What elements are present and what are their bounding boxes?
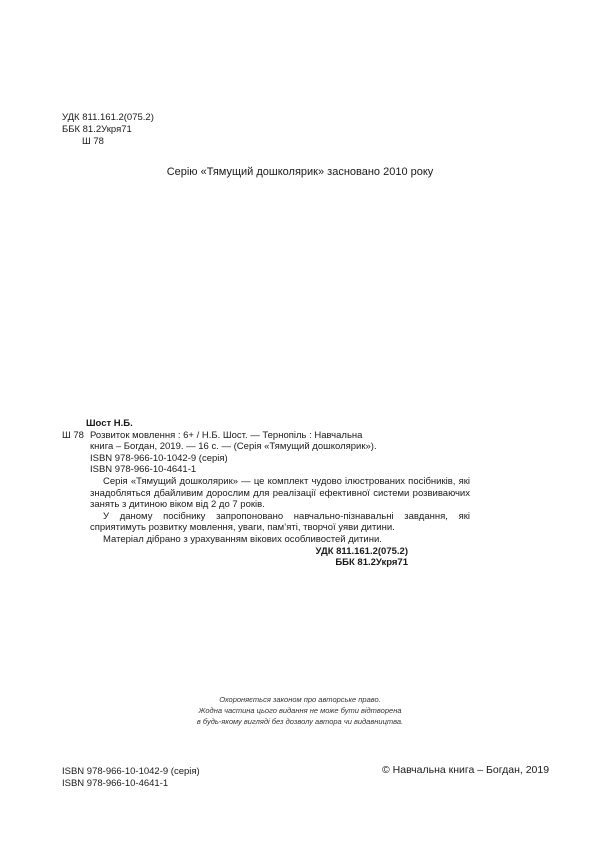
card-author-mark: Ш 78	[62, 429, 84, 441]
copyright-notice	[0, 694, 600, 727]
rights-line-2: Жодна частина цього видання не може бути відтворена	[198, 706, 402, 715]
card-author: Шост Н.Б.	[86, 418, 133, 429]
card-title-line: Розвиток мовлення : 6+ / Н.Б. Шост. — Тернопіль : Навчальна	[90, 429, 363, 441]
card-udk: УДК 811.161.2(075.2)	[315, 545, 408, 557]
author-mark: Ш 78	[82, 136, 104, 147]
bottom-isbn-book: ISBN 978-966-10-4641-1	[62, 778, 169, 789]
card-isbn-book: ISBN 978-966-10-4641-1	[90, 464, 197, 476]
publisher-copyright: © Навчальна книга – Богдан, 2019	[382, 764, 550, 776]
classification-codes	[62, 112, 154, 148]
bbk-code: ББК 81.2Укря71	[62, 124, 132, 135]
catalog-card	[62, 418, 470, 569]
card-annotation-3: Матеріал дібрано з урахуванням вікових особливостей дитини.	[103, 533, 382, 545]
card-imprint-line: книга – Богдан, 2019. — 16 с. — (Серія «Тямущий дошколярик»).	[90, 441, 377, 453]
card-annotation-2: У даному посібнику запропоновано навчально-пізнавальні завдання, які сприятимуть розвитку мовлення, уваги, пам’яті, творчої уяви дитини.	[90, 510, 470, 534]
series-note: Серію «Тямущий дошколярик» засновано 2010 року	[166, 166, 434, 178]
card-annotation-1: Серія «Тямущий дошколярик» — це комплект чудово ілюстрованих посібників, які знадобляться дбайливим дорослим для реалізації ефективної системи розвиваючих занять з дитиною віком від 2 до 7 років.	[90, 475, 470, 511]
rights-line-1: Охороняється законом про авторське право.	[219, 695, 381, 704]
card-isbn-series: ISBN 978-966-10-1042-9 (серія)	[90, 452, 228, 464]
bottom-isbn-block	[62, 766, 200, 790]
rights-line-3: в будь-якому вигляді без дозволу автора чи видавництва.	[196, 717, 404, 726]
udk-code: УДК 811.161.2(075.2)	[62, 112, 154, 123]
bottom-isbn-series: ISBN 978-966-10-1042-9 (серія)	[62, 766, 200, 777]
card-bbk: ББК 81.2Укря71	[335, 557, 408, 569]
